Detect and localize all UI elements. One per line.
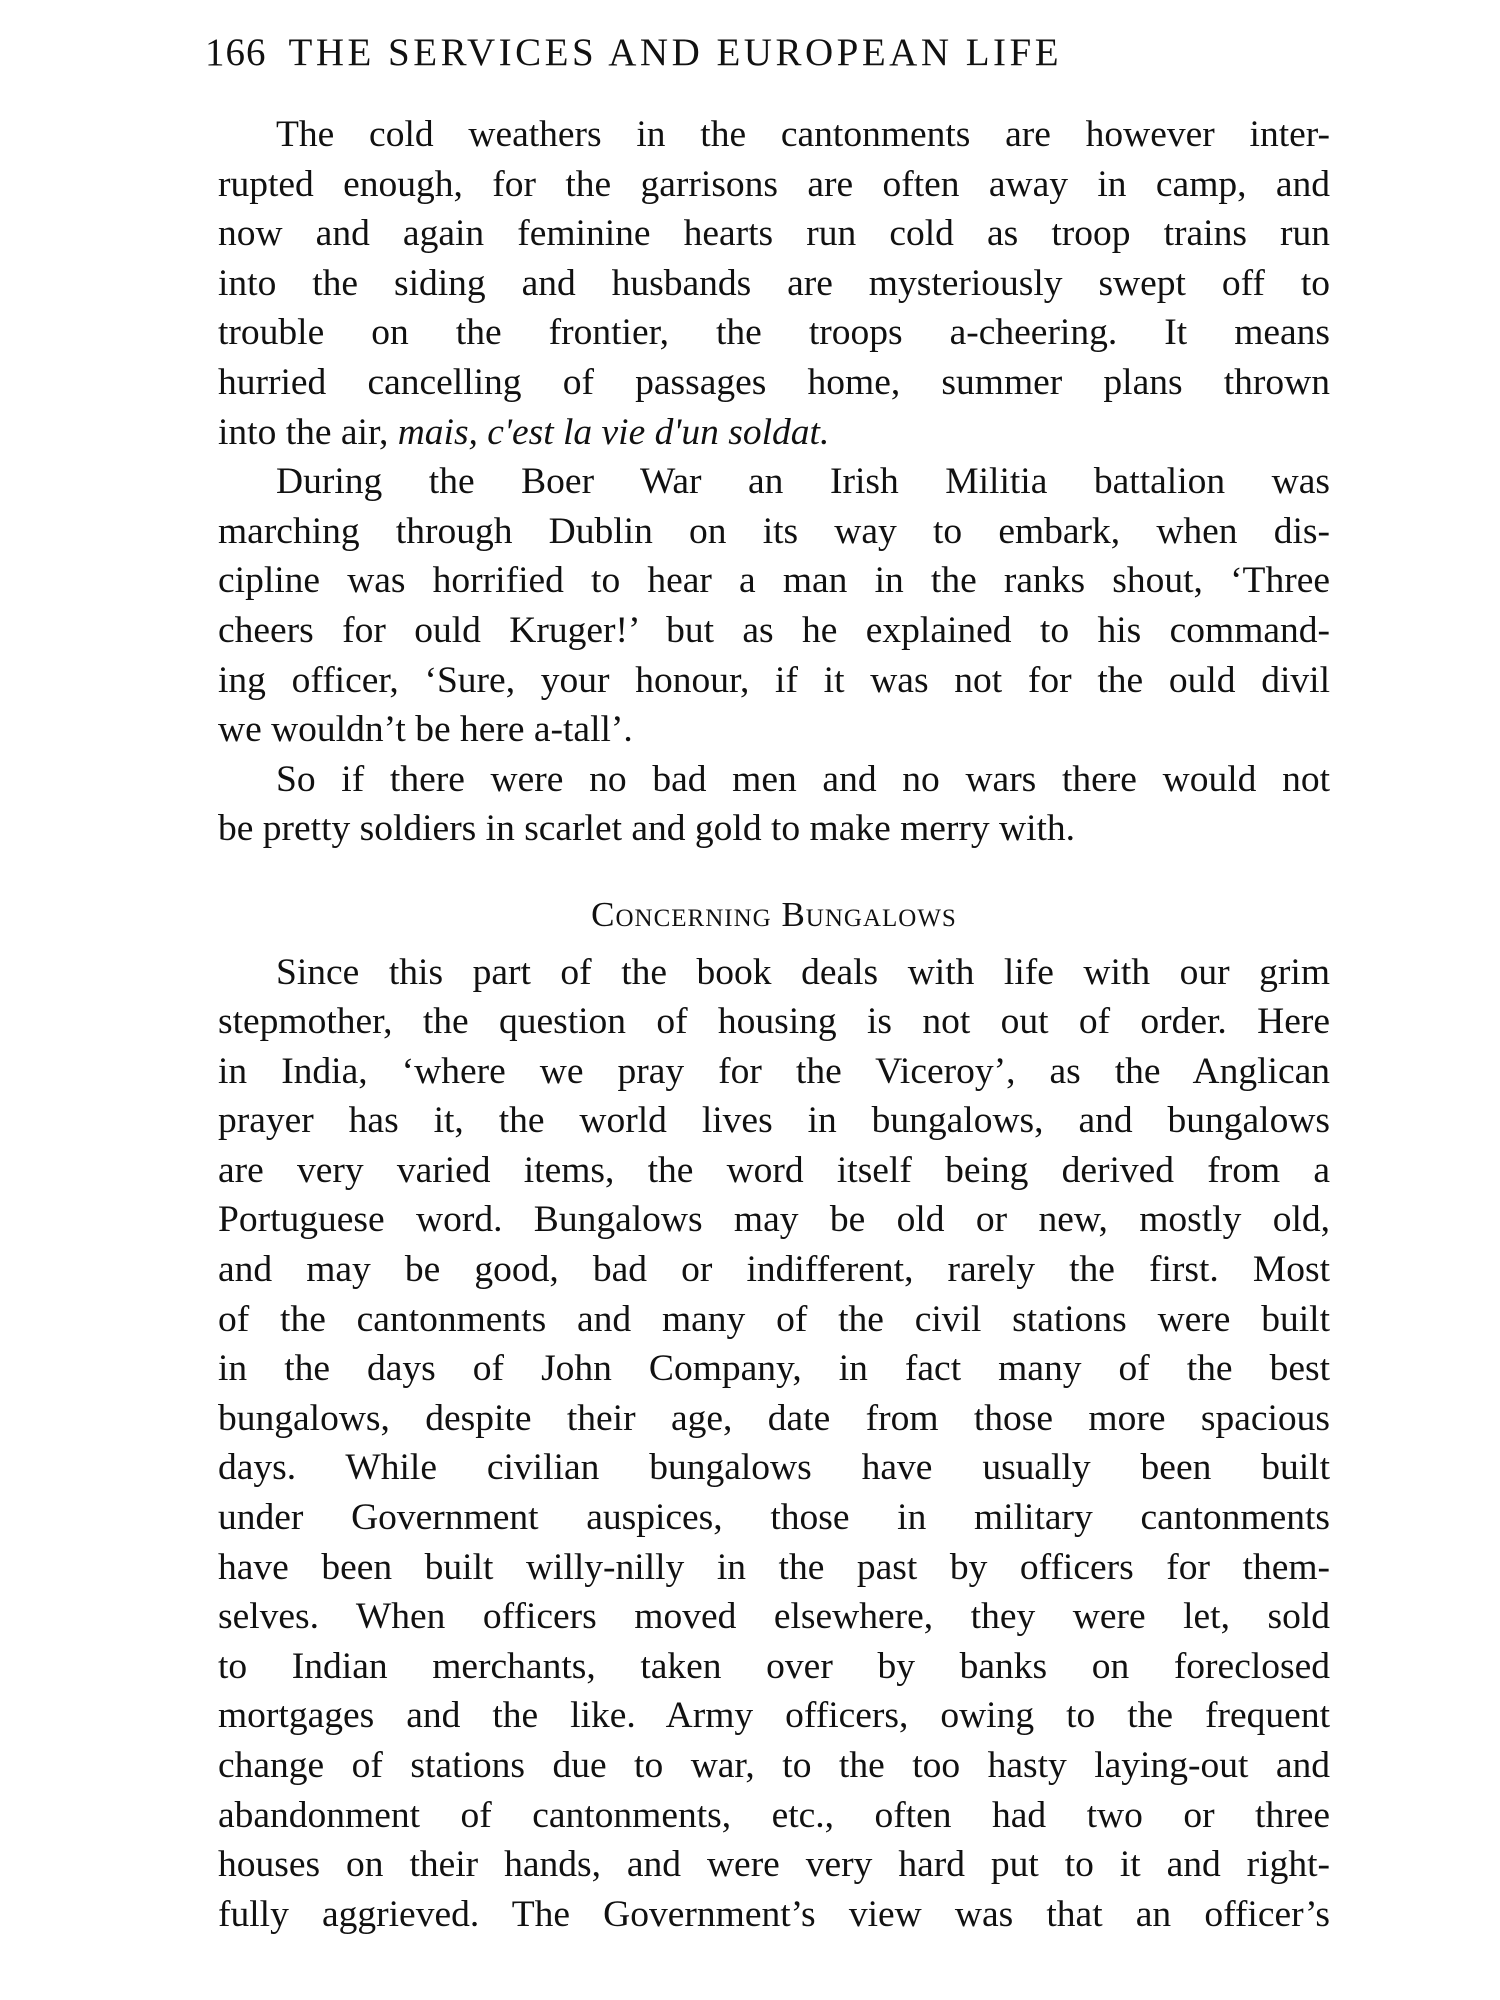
paragraph (218, 948, 1330, 1940)
text-line: Portuguese word. Bungalows may be old or new, mostly old, (218, 1199, 1330, 1241)
text-line: marching through Dublin on its way to embark, when dis- (218, 510, 1330, 552)
text-line: in India, ‘where we pray for the Viceroy’, as the Anglican (218, 1050, 1330, 1092)
text-line: hurried cancelling of passages home, summer plans thrown (218, 361, 1330, 403)
text-line: change of stations due to war, to the too hasty laying-out and (218, 1745, 1330, 1786)
text-line: and may be good, bad or indifferent, rarely the first. Most (218, 1249, 1330, 1291)
text-line: have been built willy-nilly in the past by officers for them- (218, 1546, 1330, 1588)
text-line: be pretty soldiers in scarlet and gold to make merry with. (218, 808, 1076, 850)
text-line: trouble on the frontier, the troops a-cheering. It means (218, 312, 1330, 354)
text-line: are very varied items, the word itself being derived from a (218, 1149, 1330, 1191)
text-line (218, 408, 1330, 458)
text-line: we wouldn’t be here a-tall’. (218, 709, 633, 751)
text-line: stepmother, the question of housing is not out of order. Here (218, 1001, 1330, 1043)
text-line: Since this part of the book deals with life with our grim (276, 951, 1330, 993)
text-line: cheers for ould Kruger!’ but as he explained to his command- (218, 609, 1330, 651)
section-gap (218, 854, 1330, 890)
text-line: under Government auspices, those in military cantonments (218, 1497, 1330, 1539)
text-line: cipline was horrified to hear a man in the ranks shout, ‘Three (218, 560, 1330, 602)
paragraph (218, 755, 1330, 854)
text-line: fully aggrieved. The Government’s view was that an officer’s (218, 1893, 1330, 1935)
text-line: days. While civilian bungalows have usually been built (218, 1447, 1330, 1489)
text-line: abandonment of cantonments, etc., often had two or three (218, 1794, 1330, 1836)
text-line: in the days of John Company, in fact many of the best (218, 1348, 1330, 1390)
page-number: 166 (205, 31, 267, 74)
text-line: So if there were no bad men and no wars there would not (276, 758, 1330, 800)
running-head (205, 28, 1335, 78)
text-line: bungalows, despite their age, date from those more spacious (218, 1397, 1330, 1439)
text-line: selves. When officers moved elsewhere, they were let, sold (218, 1596, 1330, 1638)
running-title: THE SERVICES AND EUROPEAN LIFE (288, 31, 1063, 74)
paragraph (218, 110, 1330, 457)
text-line: rupted enough, for the garrisons are often away in camp, and (218, 163, 1330, 205)
text-line: houses on their hands, and were very hard put to it and right- (218, 1844, 1330, 1886)
text-line: to Indian merchants, taken over by banks on foreclosed (218, 1645, 1330, 1687)
text-line: prayer has it, the world lives in bungalows, and bungalows (218, 1100, 1330, 1142)
italic-phrase: mais, c'est la vie d'un soldat. (397, 411, 830, 453)
paragraph (218, 457, 1330, 755)
text-line-plain: into the air, (218, 411, 398, 453)
section-heading: Concerning Bungalows (591, 894, 957, 934)
text-line: mortgages and the like. Army officers, owing to the frequent (218, 1695, 1330, 1737)
text-line: The cold weathers in the cantonments are however inter- (276, 114, 1330, 155)
text-line: now and again feminine hearts run cold as troop trains run (218, 213, 1330, 255)
text-line: of the cantonments and many of the civil stations were built (218, 1298, 1330, 1340)
text-line: into the siding and husbands are mysteriously swept off to (218, 262, 1330, 304)
body-text (218, 110, 1330, 1939)
text-line: ing officer, ‘Sure, your honour, if it was not for the ould divil (218, 659, 1330, 701)
text-line: During the Boer War an Irish Militia battalion was (276, 461, 1330, 503)
